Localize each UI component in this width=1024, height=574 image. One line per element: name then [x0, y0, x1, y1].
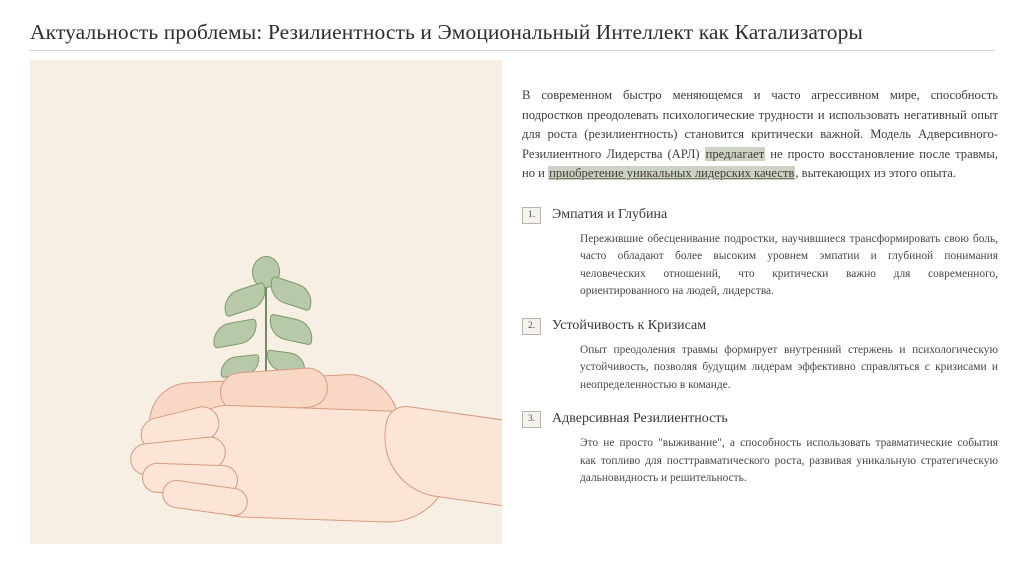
title-divider — [30, 50, 994, 51]
lead-text-part3: , вытекающих из этого опыта. — [795, 166, 957, 180]
list-item-body: Пережившие обесценивание подростки, научившиеся трансформировать свою боль, часто обладают более высоким уровнем эмпатии и глубиной понимания человеческих отношений, что критически важно для современного, ориентированного на людей, лидерства. — [580, 232, 998, 297]
lead-highlight-2: приобретение уникальных лидерских качеств — [549, 166, 795, 180]
list-item-number: 3. — [522, 411, 541, 428]
leaf-icon — [210, 318, 259, 349]
lead-text-part2: не просто восстановление после травмы, но и — [522, 146, 998, 180]
list-item-number: 1. — [522, 207, 541, 224]
list-item-body: Опыт преодоления травмы формирует внутренний стержень и психологическую устойчивость, позволяя будущим лидерам эффективно справляться с кризисами и неопределенностью в команде. — [580, 343, 998, 391]
lead-highlight-1: предлагает — [705, 146, 765, 161]
list-item-number: 2. — [522, 318, 541, 335]
leaf-icon — [266, 275, 317, 311]
content-column — [522, 86, 998, 504]
list-item-title: Эмпатия и Глубина — [552, 206, 668, 222]
list-item-body: Это не просто "выживание", а способность использовать травматические события как топливо для посттравматического роста, развивая уникальную стратегическую дальновидность и решительность. — [580, 437, 998, 484]
lead-paragraph — [522, 86, 998, 184]
list-item-title: Адверсивная Резилиентность — [552, 411, 728, 426]
leaf-icon — [220, 281, 271, 317]
list-item — [522, 317, 998, 395]
lead-text-part1: В современном быстро меняющемся и часто агрессивном мире, способность подростков преодолевать психологические трудности и использовать негативный опыт для роста (резилиентность) становится критически важной. Модель Адверсивного-Резилиентного Лидерства (АРЛ) — [522, 88, 998, 161]
illustration-panel — [30, 60, 502, 544]
list-item — [522, 206, 998, 301]
list-item-title: Устойчивость к Кризисам — [552, 317, 707, 333]
page-title: Актуальность проблемы: Резилиентность и Эмоциональный Интеллект как Катализаторы — [30, 20, 863, 44]
list-item — [522, 410, 998, 488]
leaf-icon — [266, 313, 316, 345]
illustration-hands-with-sprout — [30, 60, 502, 544]
